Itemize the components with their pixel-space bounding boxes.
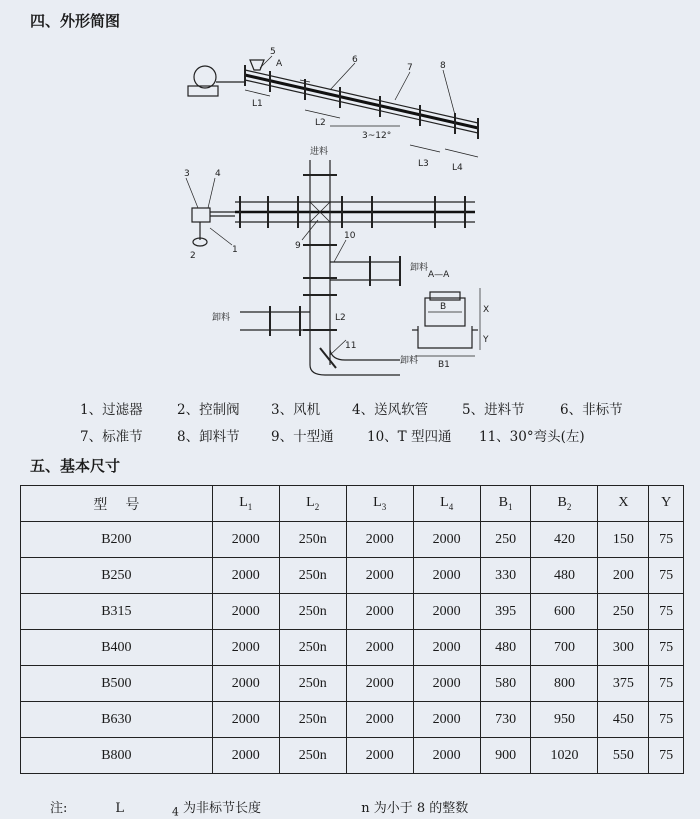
value-cell: 420 <box>531 522 598 558</box>
value-cell: 1020 <box>531 738 598 774</box>
value-cell: 2000 <box>212 738 279 774</box>
value-cell: 250n <box>279 558 346 594</box>
value-cell: 250 <box>480 522 531 558</box>
dim-l1: L1 <box>252 99 263 109</box>
angle-label: 3~12° <box>362 131 392 141</box>
value-cell: 250 <box>598 594 649 630</box>
dimensions-table <box>20 485 684 774</box>
section-label: A—A <box>428 270 450 280</box>
header-col: $L_3$ <box>346 486 413 522</box>
dim-l2-vertical: L2 <box>335 313 346 323</box>
callout-8: 8 <box>440 61 446 71</box>
legend-item: 10、T 型四通 <box>367 429 452 445</box>
callout-11: 11 <box>345 341 357 351</box>
value-cell: 2000 <box>413 522 480 558</box>
value-cell: 2000 <box>346 522 413 558</box>
model-cell: B200 <box>21 522 213 558</box>
section-mark-a: A <box>276 59 283 69</box>
header-col: Y <box>649 486 684 522</box>
outline-diagram <box>0 30 700 390</box>
header-col: $L_1$ <box>212 486 279 522</box>
callout-10: 10 <box>344 231 356 241</box>
value-cell: 600 <box>531 594 598 630</box>
outlet-label-right: 卸料 <box>410 263 429 273</box>
value-cell: 2000 <box>212 558 279 594</box>
value-cell: 250n <box>279 666 346 702</box>
legend-item: 4、送风软管 <box>352 402 429 418</box>
value-cell: 2000 <box>413 738 480 774</box>
inlet-label: 进料 <box>310 147 329 157</box>
legend-item: 3、风机 <box>271 402 321 418</box>
value-cell: 250n <box>279 630 346 666</box>
dim-l4: L4 <box>452 163 463 173</box>
legend-item: 7、标准节 <box>80 429 143 445</box>
value-cell: 75 <box>649 594 684 630</box>
value-cell: 580 <box>480 666 531 702</box>
value-cell: 375 <box>598 666 649 702</box>
dim-l2: L2 <box>315 118 326 128</box>
header-col: $B_2$ <box>531 486 598 522</box>
section-dim-b1: B1 <box>438 360 450 370</box>
value-cell: 250n <box>279 522 346 558</box>
header-col: $B_1$ <box>480 486 531 522</box>
section-a-a <box>412 288 480 356</box>
value-cell: 75 <box>649 558 684 594</box>
table-row <box>21 738 684 774</box>
legend-item: 8、卸料节 <box>177 429 240 445</box>
table-row <box>21 666 684 702</box>
value-cell: 250n <box>279 594 346 630</box>
table-row <box>21 522 684 558</box>
legend-item: 6、非标节 <box>560 402 623 418</box>
table-row <box>21 630 684 666</box>
callout-2: 2 <box>190 251 196 261</box>
header-col: $L_2$ <box>279 486 346 522</box>
middle-assembly <box>186 160 475 375</box>
value-cell: 730 <box>480 702 531 738</box>
value-cell: 2000 <box>346 630 413 666</box>
model-cell: B800 <box>21 738 213 774</box>
value-cell: 75 <box>649 738 684 774</box>
callout-6: 6 <box>352 55 358 65</box>
value-cell: 2000 <box>346 558 413 594</box>
callout-1: 1 <box>232 245 238 255</box>
value-cell: 330 <box>480 558 531 594</box>
value-cell: 480 <box>531 558 598 594</box>
value-cell: 2000 <box>413 594 480 630</box>
model-cell: B630 <box>21 702 213 738</box>
section-dim-y: Y <box>483 335 489 345</box>
value-cell: 2000 <box>346 594 413 630</box>
table-header-row <box>21 486 684 522</box>
header-col: X <box>598 486 649 522</box>
value-cell: 900 <box>480 738 531 774</box>
dim-l3: L3 <box>418 159 429 169</box>
value-cell: 2000 <box>413 702 480 738</box>
top-conveyor <box>188 56 478 157</box>
table-note <box>50 797 516 819</box>
header-model: 型号 <box>21 486 213 522</box>
value-cell: 250n <box>279 738 346 774</box>
legend-item: 5、进料节 <box>462 402 525 418</box>
value-cell: 75 <box>649 630 684 666</box>
value-cell: 200 <box>598 558 649 594</box>
value-cell: 950 <box>531 702 598 738</box>
legend-item: 9、十型通 <box>271 429 334 445</box>
callout-5: 5 <box>270 47 276 57</box>
callout-3: 3 <box>184 169 190 179</box>
model-cell: B315 <box>21 594 213 630</box>
dims-section-title: 五、基本尺寸 <box>30 457 121 475</box>
legend-item: 1、过滤器 <box>80 402 143 418</box>
value-cell: 2000 <box>346 702 413 738</box>
model-cell: B250 <box>21 558 213 594</box>
value-cell: 480 <box>480 630 531 666</box>
legend-item: 11、30°弯头(左) <box>479 429 585 445</box>
callout-9: 9 <box>295 241 301 251</box>
value-cell: 2000 <box>346 738 413 774</box>
value-cell: 550 <box>598 738 649 774</box>
table-row <box>21 702 684 738</box>
value-cell: 2000 <box>212 666 279 702</box>
header-col: $L_4$ <box>413 486 480 522</box>
value-cell: 395 <box>480 594 531 630</box>
value-cell: 800 <box>531 666 598 702</box>
value-cell: 2000 <box>212 630 279 666</box>
table-row <box>21 558 684 594</box>
note-part-2: n 为小于 8 的整数 <box>361 801 469 816</box>
value-cell: 250n <box>279 702 346 738</box>
section-dim-b: B <box>440 302 447 312</box>
model-cell: B400 <box>21 630 213 666</box>
value-cell: 75 <box>649 666 684 702</box>
value-cell: 2000 <box>212 702 279 738</box>
value-cell: 2000 <box>212 522 279 558</box>
value-cell: 75 <box>649 522 684 558</box>
outlet-label-bottom: 卸料 <box>400 356 419 366</box>
value-cell: 2000 <box>413 666 480 702</box>
callout-7: 7 <box>407 63 413 73</box>
value-cell: 75 <box>649 702 684 738</box>
outline-section-title: 四、外形简图 <box>30 12 121 30</box>
value-cell: 300 <box>598 630 649 666</box>
value-cell: 450 <box>598 702 649 738</box>
outlet-label-left: 卸料 <box>212 313 231 323</box>
value-cell: 2000 <box>413 558 480 594</box>
value-cell: 2000 <box>212 594 279 630</box>
table-row <box>21 594 684 630</box>
value-cell: 700 <box>531 630 598 666</box>
value-cell: 150 <box>598 522 649 558</box>
value-cell: 2000 <box>346 666 413 702</box>
note-part-1: 注: L $_4$ 为非标节长度 <box>50 801 262 819</box>
legend-item: 2、控制阀 <box>177 402 240 418</box>
callout-4: 4 <box>215 169 221 179</box>
section-dim-x: X <box>483 305 490 315</box>
value-cell: 2000 <box>413 630 480 666</box>
model-cell: B500 <box>21 666 213 702</box>
